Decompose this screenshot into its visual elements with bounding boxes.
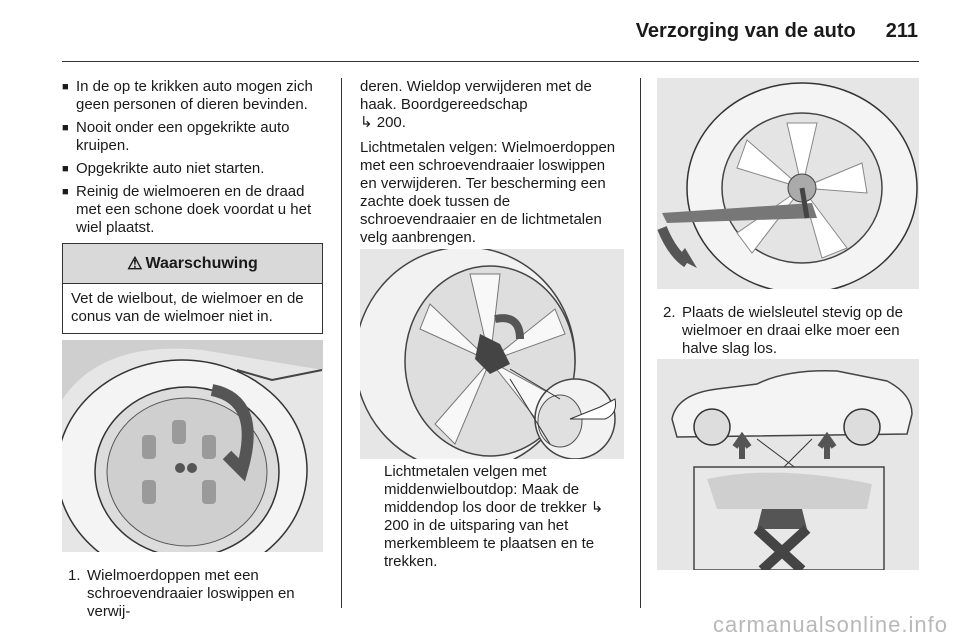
wheel-wrench-illustration [657, 78, 919, 289]
column-divider [640, 78, 641, 608]
jack-positions-drawing [657, 359, 919, 570]
alloy-wheel-drawing [360, 249, 624, 459]
paragraph-text: deren. Wieldop verwijderen met de haak. Boordgereedschap [360, 78, 592, 113]
column-2 [360, 78, 625, 254]
bullet-item: ■ Reinig de wielmoeren en de draad met een schone doek voordat u het wiel plaatst. [62, 183, 324, 237]
column-divider [341, 78, 342, 608]
wheel-wrench-drawing [657, 78, 919, 289]
paragraph-text: 200 in de uitsparing van het merkembleem te plaatsen en te trekken. [384, 517, 595, 570]
page-reference: 200. [376, 114, 406, 131]
bullet-item: ■ Nooit onder een opgekrikte auto kruipen. [62, 119, 324, 155]
paragraph-text: Lichtmetalen velgen: Wielmoerdoppen met een schroevendraaier loswippen en verwijderen. Ter bescherming een zachte doek tussen de schroevendraaier en de lichtmetalen velg aanbrengen. [360, 139, 616, 246]
watermark: carmanualsonline.info [712, 612, 948, 637]
hubcap-removal-drawing [62, 340, 323, 552]
center-cap-paragraph [360, 463, 625, 578]
step-1 [62, 567, 324, 621]
step-text: Wielmoerdoppen met een schroevendraaier loswippen en verwij- [87, 567, 295, 620]
page-reference-icon: ↳ [590, 499, 604, 516]
page-reference-icon: ↳ [360, 114, 373, 131]
bullet-item: ■ In de op te krikken auto mogen zich geen personen of dieren bevinden. [62, 78, 324, 114]
step-number: 1. [68, 567, 81, 584]
page-number: 211 [885, 20, 918, 42]
paragraph-text: Lichtmetalen velgen met middenwielboutdop: Maak de middendop los door de trekker [384, 463, 587, 516]
section-title: Verzorging van de auto [635, 20, 856, 42]
warning-header [63, 244, 322, 284]
step-number: 2. [663, 304, 676, 321]
step-2 [657, 304, 921, 358]
warning-triangle-icon: ⚠ [127, 253, 143, 273]
alloy-wheel-illustration [360, 249, 624, 459]
warning-box [62, 243, 323, 334]
safety-bullet-list [62, 78, 324, 237]
bullet-item: ■ Opgekrikte auto niet starten. [62, 160, 324, 178]
jack-positions-illustration [657, 359, 919, 570]
warning-title: Waarschuwing [145, 254, 258, 272]
header-divider [62, 61, 919, 62]
warning-text: Vet de wielbout, de wielmoer en de conus van de wielmoer niet in. [71, 290, 304, 325]
column-1 [62, 78, 324, 242]
hubcap-removal-illustration [62, 340, 323, 552]
step-text: Plaats de wielsleutel stevig op de wielmoer en draai elke moer een halve slag los. [682, 304, 903, 357]
header [636, 20, 918, 43]
